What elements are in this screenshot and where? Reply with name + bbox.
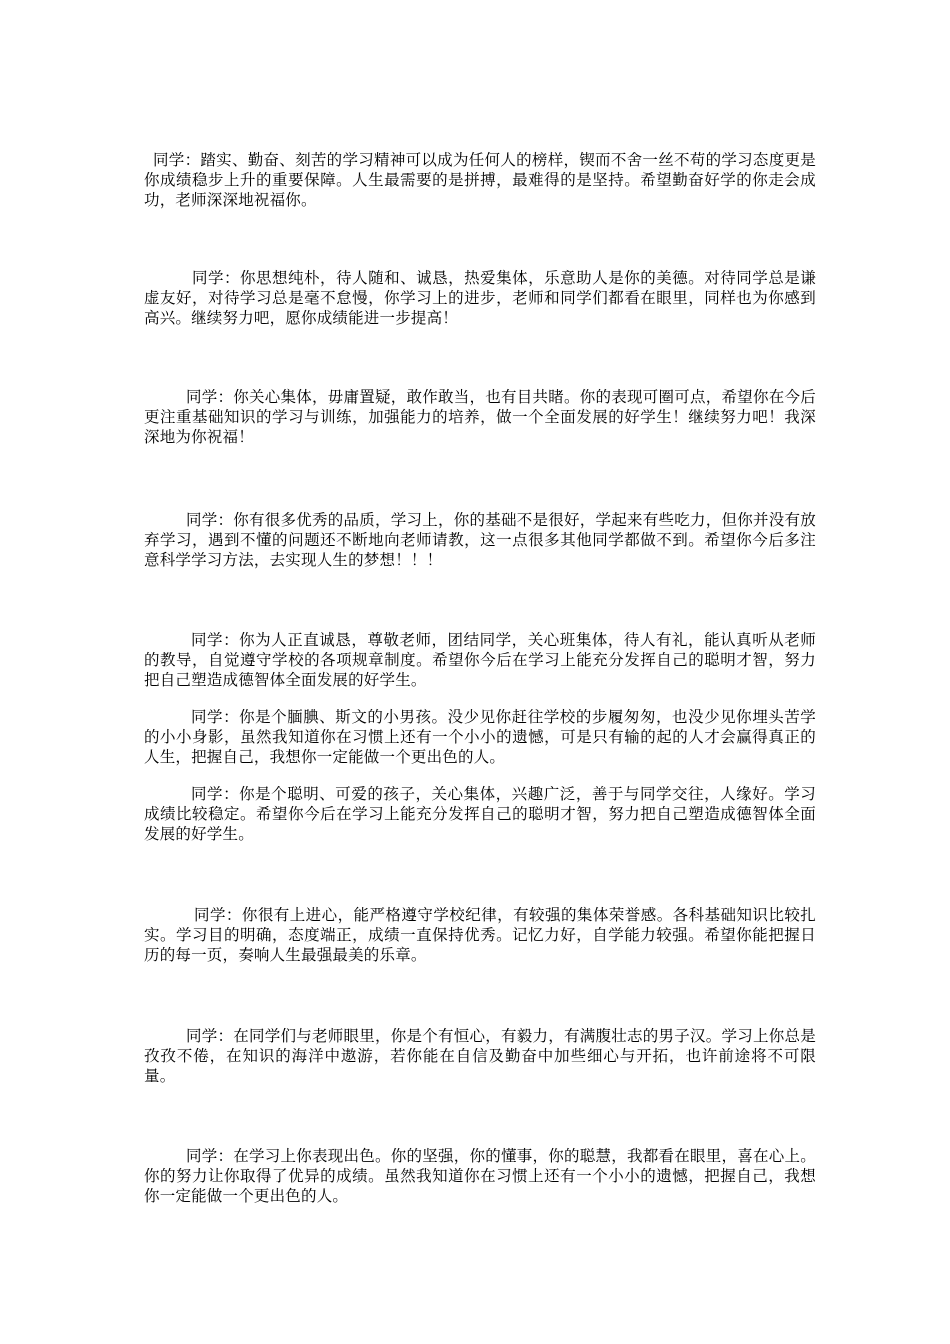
comment-paragraph-9: 同学：在同学们与老师眼里，你是个有恒心，有毅力，有满腹壮志的男子汉。学习上你总是孜孜不倦，在知识的海洋中遨游，若你能在自信及勤奋中加些细心与开拓，也许前途将不可限量。 bbox=[144, 1027, 816, 1085]
comment-paragraph-10: 同学：在学习上你表现出色。你的坚强，你的懂事，你的聪慧，我都看在眼里，喜在心上。你的努力让你取得了优异的成绩。虽然我知道你在习惯上还有一个小小的遗憾，把握自己，我想你一定能做一个更出色的人。 bbox=[144, 1147, 816, 1205]
comment-paragraph-5: 同学：你为人正直诚恳，尊敬老师，团结同学，关心班集体，待人有礼，能认真听从老师的教导，自觉遵守学校的各项规章制度。希望你今后在学习上能充分发挥自己的聪明才智，努力把自己塑造成德智体全面发展的好学生。 bbox=[144, 631, 816, 689]
comment-paragraph-1: 同学：踏实、勤奋、刻苦的学习精神可以成为任何人的榜样，锲而不舍一丝不苟的学习态度更是你成绩稳步上升的重要保障。人生最需要的是拼搏，最难得的是坚持。希望勤奋好学的你走会成功，老师深深地祝福你。 bbox=[144, 151, 816, 209]
comment-paragraph-3: 同学：你关心集体，毋庸置疑，敢作敢当，也有目共睹。你的表现可圈可点，希望你在今后更注重基础知识的学习与训练，加强能力的培养，做一个全面发展的好学生！继续努力吧！我深深地为你祝福！ bbox=[144, 388, 816, 446]
comment-paragraph-2: 同学：你思想纯朴，待人随和、诚恳，热爱集体，乐意助人是你的美德。对待同学总是谦虚友好，对待学习总是毫不怠慢，你学习上的进步，老师和同学们都看在眼里，同样也为你感到高兴。继续努力吧，愿你成绩能进一步提高！ bbox=[144, 269, 816, 327]
comment-paragraph-6: 同学：你是个腼腆、斯文的小男孩。没少见你赶往学校的步履匆匆，也没少见你埋头苦学的小小身影，虽然我知道你在习惯上还有一个小小的遗憾，可是只有输的起的人才会赢得真正的人生，把握自己，我想你一定能做一个更出色的人。 bbox=[144, 708, 816, 766]
comment-paragraph-8: 同学：你很有上进心，能严格遵守学校纪律，有较强的集体荣誉感。各科基础知识比较扎实。学习目的明确，态度端正，成绩一直保持优秀。记忆力好，自学能力较强。希望你能把握日历的每一页，奏响人生最强最美的乐章。 bbox=[144, 906, 816, 964]
comment-paragraph-4: 同学：你有很多优秀的品质，学习上，你的基础不是很好，学起来有些吃力，但你并没有放弃学习，遇到不懂的问题还不断地向老师请教，这一点很多其他同学都做不到。希望你今后多注意科学学习方法，去实现人生的梦想！！！ bbox=[144, 511, 816, 569]
comment-paragraph-7: 同学：你是个聪明、可爱的孩子，关心集体，兴趣广泛，善于与同学交往，人缘好。学习成绩比较稳定。希望你今后在学习上能充分发挥自己的聪明才智，努力把自己塑造成德智体全面发展的好学生。 bbox=[144, 785, 816, 843]
